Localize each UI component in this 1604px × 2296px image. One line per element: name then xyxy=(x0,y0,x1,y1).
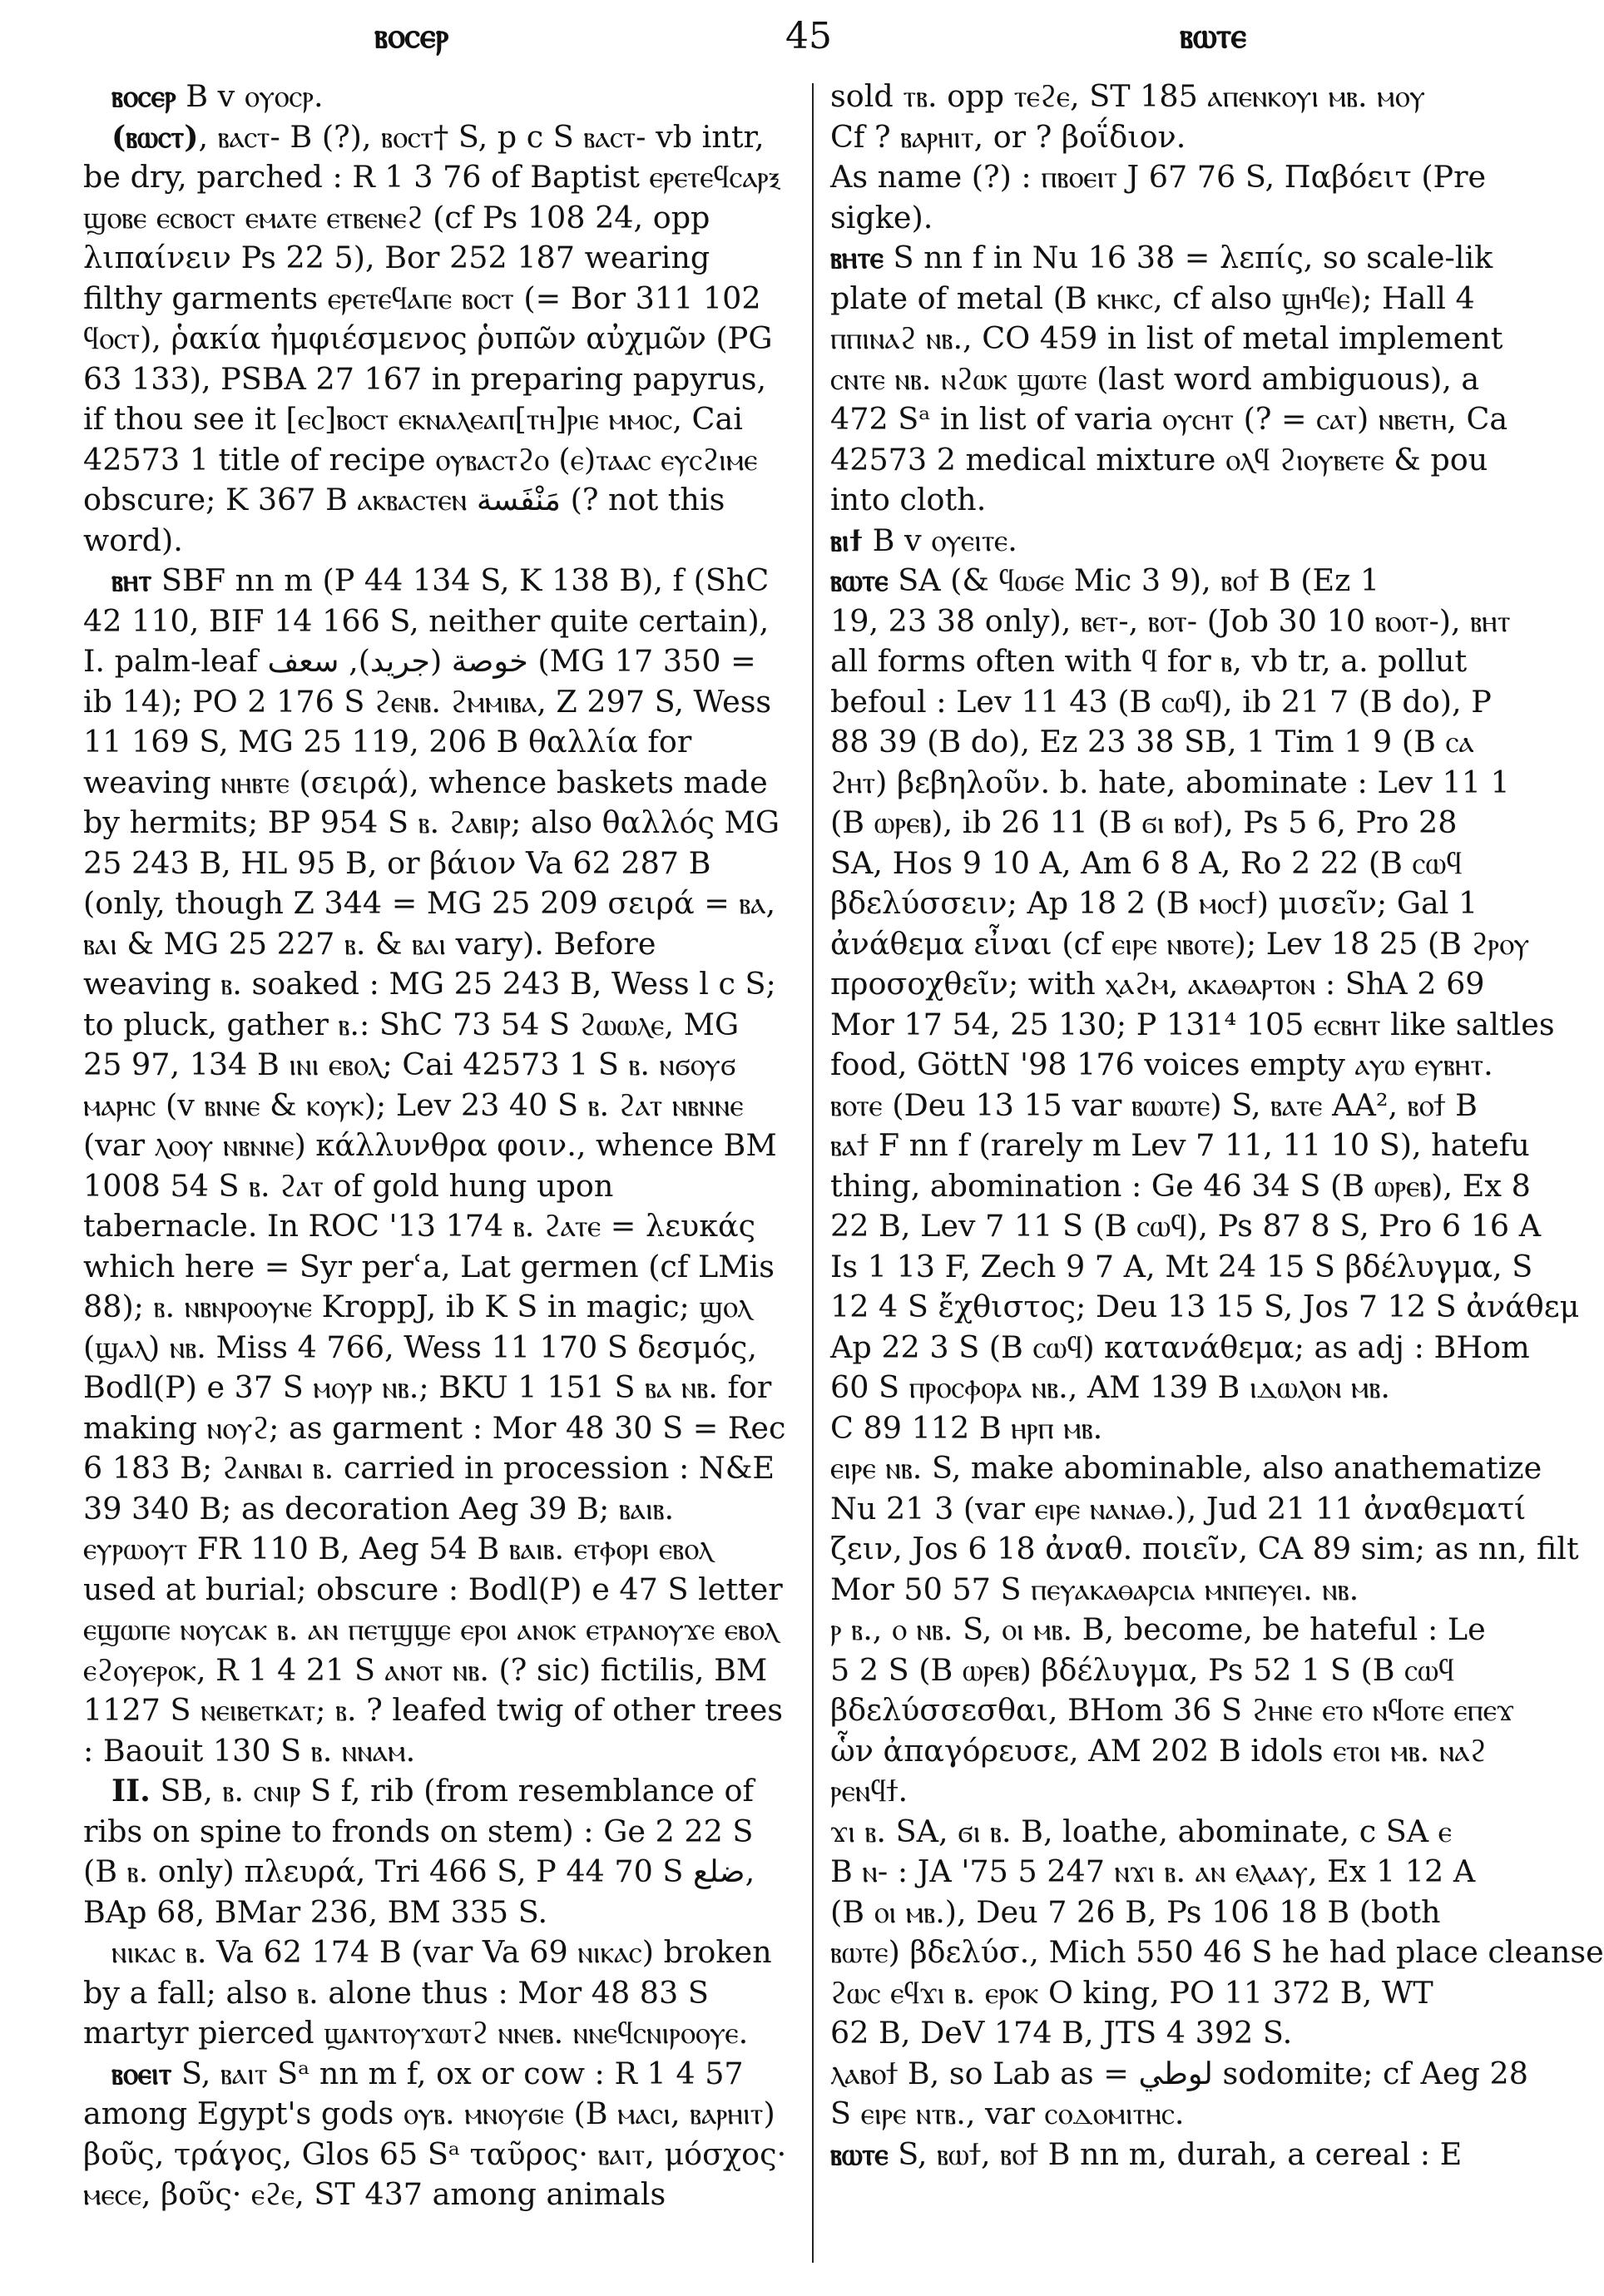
dictionary-entry xyxy=(830,198,1546,239)
entry-text: 88 39 (B do), Ez 23 38 SB, 1 Tim 1 9 (B ⲥⲁ xyxy=(830,724,1474,760)
dictionary-entry xyxy=(83,1932,787,2054)
dictionary-entry xyxy=(83,2054,787,2215)
dictionary-entry xyxy=(830,1973,1546,2014)
entry-text: befoul : Lev 11 43 (B ⲥⲱϥ), ib 21 7 (B do), P xyxy=(830,683,1492,720)
entry-text: S, ⲃⲱϯ, ⲃⲟϯ B nn m, durah, a cereal : E xyxy=(888,2135,1463,2172)
entry-text: 62 B, DeV 174 B, JTS 4 392 S. xyxy=(830,2015,1293,2051)
dictionary-entry xyxy=(830,1812,1546,1853)
entry-text: (B ⲱⲣⲉⲃ), ib 26 11 (B ϭⲓ ⲃⲟϯ), Ps 5 6, Pro 28 xyxy=(830,804,1458,840)
entry-text: food, GöttN '98 176 voices empty ⲁⲩⲱ ⲉⲩⲃⲏⲧ. xyxy=(830,1047,1493,1082)
dictionary-entry xyxy=(830,1126,1546,1166)
entry-text: 5 2 S (B ⲱⲣⲉⲃ) βδέλυγμα, Ps 52 1 S (B ⲥⲱϥ xyxy=(830,1651,1455,1688)
entry-text: 19, 23 38 only), ⲃⲉⲧ-, ⲃⲟⲧ- (Job 30 10 ⲃⲟⲟⲧ-), ⲃⲏⲧ xyxy=(830,602,1511,639)
entry-text: προσοχθεῖν; with ⲭⲁϩⲙ, ⲁⲕⲁⲑⲁⲣⲧⲟⲛ : ShA 2 69 xyxy=(830,966,1485,1002)
entry-text: ⲡⲡⲓⲛⲁϩ ⲛⲃ., CO 459 in list of metal implement xyxy=(830,320,1503,356)
dictionary-entry xyxy=(830,1610,1546,1650)
entry-text: into cloth. xyxy=(830,482,987,517)
dictionary-entry xyxy=(830,964,1546,1005)
dictionary-entry xyxy=(830,2013,1546,2054)
dictionary-entry xyxy=(830,1247,1546,1288)
entry-text: 22 B, Lev 7 11 S (B ⲥⲱϥ), Ps 87 8 S, Pro 6 16 A xyxy=(830,1208,1542,1244)
dictionary-entry xyxy=(830,279,1546,319)
entry-text: SB, ⲃ. ⲥⲛⲓⲣ S f, rib (from resemblance of ribs on spine to fronds on stem) : Ge 2 22 S (B ⲃ. only) πλευρά, Tri 466 S, P 44 70 S ضلع, BAp 68, BMar 236, BM 335 S. xyxy=(83,1773,755,1930)
right-column xyxy=(830,77,1604,2175)
dictionary-entry xyxy=(830,1086,1546,1126)
entry-text: Cf ? ⲃⲁⲣⲏⲓⲧ, or ? βοΐδιον. xyxy=(830,118,1186,155)
dictionary-entry xyxy=(830,722,1546,763)
dictionary-entry xyxy=(830,803,1546,844)
entry-headword: (ⲃⲱⲥⲧ) xyxy=(111,118,199,155)
dictionary-entry xyxy=(830,77,1546,117)
entry-text: 472 Sᵃ in list of varia ⲟⲩⲥⲏⲧ (? = ⲥⲁⲧ) ⲛⲃⲉⲧⲏ, Ca xyxy=(830,401,1508,437)
entry-text: ὧν ἀπαγόρευσε, AM 202 B idols ⲉⲧⲟⲓ ⲙⲃ. ⲛⲁϩ xyxy=(830,1732,1487,1769)
entry-text: ⲛⲓⲕⲁⲥ ⲃ. Va 62 174 B (var Va 69 ⲛⲓⲕⲁⲥ) broken by a fall; also ⲃ. alone thus : Mor 48 83 S martyr pierced ϣⲁⲛⲧⲟⲩϫⲱⲧϩ ⲛⲛⲉⲃ. ⲛⲛⲉϥⲥⲛⲓⲣⲟⲟⲩⲉ. xyxy=(83,1934,772,2051)
entry-text: ζειν, Jos 6 18 ἀναθ. ποιεῖν, CA 89 sim; as nn, filt xyxy=(830,1531,1579,1566)
dictionary-entry xyxy=(830,1206,1546,1247)
entry-headword: ⲃⲟⲥⲉⲣ xyxy=(111,78,176,114)
entry-text: ⲉⲓⲣⲉ ⲛⲃ. S, make abominable, also anathematize xyxy=(830,1450,1542,1486)
dictionary-entry xyxy=(830,440,1546,481)
left-column xyxy=(83,77,787,2215)
entry-text: sigke). xyxy=(830,199,933,235)
dictionary-entry xyxy=(830,117,1546,158)
dictionary-entry xyxy=(830,2135,1546,2175)
entry-headword: ⲃⲏⲧ xyxy=(111,562,152,598)
entry-text: 12 4 S ἔχθιστος; Deu 13 15 S, Jos 7 12 S ἀνάθεμ xyxy=(830,1289,1580,1324)
dictionary-entry xyxy=(83,77,787,117)
dictionary-entry xyxy=(830,1650,1546,1691)
dictionary-entry xyxy=(830,844,1546,884)
entry-text: Mor 17 54, 25 130; P 131⁴ 105 ⲉⲥⲃⲏⲧ like saltles xyxy=(830,1006,1555,1042)
entry-text: Is 1 13 F, Zech 9 7 A, Mt 24 15 S βδέλυγμα, S xyxy=(830,1248,1533,1284)
entry-text: Ap 22 3 S (B ⲥⲱϥ) κατανάθεμα; as adj : BHom xyxy=(830,1329,1530,1365)
dictionary-entry xyxy=(830,561,1546,601)
entry-text: ϫⲓ ⲃ. SA, ϭⲓ ⲃ. B, loathe, abominate, c SA ⲉ xyxy=(830,1813,1452,1849)
dictionary-entry xyxy=(830,157,1546,198)
dictionary-entry xyxy=(830,1166,1546,1207)
dictionary-entry xyxy=(830,1570,1546,1611)
entry-text: (B ⲟⲓ ⲙⲃ.), Deu 7 26 B, Ps 106 18 B (both xyxy=(830,1893,1441,1930)
entry-text: B v ⲟⲩⲉⲓⲧⲉ. xyxy=(863,522,1017,558)
entry-text: ϩⲱⲥ ⲉϥϫⲓ ⲃ. ⲉⲣⲟⲕ O king, PO 11 372 B, WT xyxy=(830,1974,1433,2011)
entry-text: ⲗⲁⲃⲟϯ B, so Lab as = لوطي sodomite; cf Aeg 28 xyxy=(830,2055,1528,2091)
dictionary-entry xyxy=(830,319,1546,359)
entry-text: thing, abomination : Ge 46 34 S (B ⲱⲣⲉⲃ), Ex 8 xyxy=(830,1167,1531,1204)
dictionary-entry xyxy=(830,1932,1604,1973)
entry-text: ⲣⲉⲛϥϯ. xyxy=(830,1773,908,1809)
entry-text: 42573 2 medical mixture ⲟⲗϥ ϩⲓⲟⲩⲃⲉⲧⲉ & pou xyxy=(830,441,1488,478)
dictionary-entry xyxy=(830,2094,1546,2135)
dictionary-entry xyxy=(830,1005,1555,1046)
entry-text: As name (?) : ⲡⲃⲟⲉⲓⲧ J 67 76 S, Παβόειτ (Pre xyxy=(830,159,1487,195)
dictionary-entry xyxy=(830,1731,1546,1772)
entry-text: all forms often with ϥ for ⲃ, vb tr, a. pollut xyxy=(830,643,1468,679)
entry-headword: II. xyxy=(111,1773,151,1809)
dictionary-entry xyxy=(830,238,1546,279)
entry-headword: ⲃⲓϯ xyxy=(830,522,864,558)
dictionary-entry xyxy=(830,480,1546,521)
entry-text: , ⲃⲁⲥⲧ- B (?), ⲃⲟⲥⲧ† S, p c S ⲃⲁⲥⲧ- vb intr, be dry, parched : R 1 3 76 of Baptist ⲉⲣⲉⲧⲉϥⲥⲁⲣⲝ ϣⲟⲃⲉ ⲉⲥⲃⲟⲥⲧ ⲉⲙⲁⲧⲉ ⲉⲧⲃⲉⲛⲉϩ (cf Ps 108 24, opp λιπαίνειν Ps 22 5), Bor 252 187 wearing filthy garments ⲉⲣⲉⲧⲉϥⲁⲡⲉ ⲃⲟⲥⲧ (= Bor 311 102 ϥⲟⲥⲧ), ῥακία ἠμφιέσμενος ῥυπῶν αὐχμῶν (PG 63 133), PSBA 27 167 in preparing papyrus, if thou see it [ⲉⲥ]ⲃⲟⲥⲧ ⲉⲕⲛⲁⲗⲉⲁⲡ[ⲧⲏ]ⲣⲓⲉ ⲙⲙⲟⲥ, Cai 42573 1 title of recipe ⲟⲩⲃⲁⲥⲧϩⲟ (ⲉ)ⲧⲁⲁⲥ ⲉⲩⲥϩⲓⲙⲉ obscure; K 367 B ⲁⲕⲃⲁⲥⲧⲉⲛ مَنْفَسة (? not this word). xyxy=(83,118,780,558)
dictionary-entry xyxy=(830,1408,1546,1449)
entry-text: B v ⲟⲩⲟⲥⲣ. xyxy=(176,78,324,114)
entry-text: ⲣ ⲃ., ⲟ ⲛⲃ. S, ⲟⲓ ⲙⲃ. B, become, be hateful : Le xyxy=(830,1611,1486,1647)
dictionary-entry xyxy=(830,883,1546,924)
dictionary-entry xyxy=(830,399,1546,440)
dictionary-entry xyxy=(830,1045,1546,1086)
dictionary-entry xyxy=(830,1690,1546,1731)
entry-text: Mor 50 57 S ⲡⲉⲩⲁⲕⲁⲑⲁⲣⲥⲓⲁ ⲙⲛⲡⲉⲩⲉⲓ. ⲛⲃ. xyxy=(830,1571,1359,1607)
dictionary-entry xyxy=(830,1328,1546,1368)
entry-text: S nn f in Nu 16 38 = λεπίς, so scale-lik xyxy=(883,240,1493,275)
entry-text: ⲃⲁϯ F nn f (rarely m Lev 7 11, 11 10 S), hatefu xyxy=(830,1127,1530,1163)
entry-headword: ⲃⲱⲧⲉ xyxy=(830,562,889,598)
dictionary-entry xyxy=(830,682,1546,723)
entry-text: ⲃⲟⲧⲉ (Deu 13 15 var ⲃⲱⲱⲧⲉ) S, ⲃⲁⲧⲉ AA², ⲃⲟϯ B xyxy=(830,1086,1478,1123)
entry-text: Nu 21 3 (var ⲉⲓⲣⲉ ⲛⲁⲛⲁⲑ.), Jud 21 11 ἀναθεματί xyxy=(830,1490,1527,1527)
entry-text: ἀνάθεμα εἶναι (cf ⲉⲓⲣⲉ ⲛⲃⲟⲧⲉ); Lev 18 25 (B ϩⲣⲟⲩ xyxy=(830,925,1530,962)
dictionary-entry xyxy=(830,359,1546,400)
dictionary-entry xyxy=(830,1893,1546,1933)
dictionary-entry xyxy=(830,641,1546,682)
dictionary-entry xyxy=(83,561,787,1771)
dictionary-entry xyxy=(830,763,1546,804)
entry-text: ⲃⲱⲧⲉ) βδελύσ., Mich 550 46 S he had place cleanse xyxy=(830,1934,1604,1970)
dictionary-entry xyxy=(830,1529,1579,1570)
dictionary-entry xyxy=(830,1771,1546,1812)
dictionary-entry xyxy=(830,1489,1546,1530)
dictionary-entry xyxy=(830,1368,1546,1408)
entry-text: βδελύσσεσθαι, BHom 36 S ϩⲏⲛⲉ ⲉⲧⲟ ⲛϥⲟⲧⲉ ⲉⲡⲉϫ xyxy=(830,1692,1515,1728)
entry-text: S, ⲃⲁⲓⲧ Sᵃ nn m f, ox or cow : R 1 4 57 among Egypt's gods ⲟⲩⲃ. ⲙⲛⲟⲩϭⲓⲉ (B ⲙⲁⲥⲓ, ⲃⲁⲣⲏⲓⲧ) βοῦς, τράγος, Glos 65 Sᵃ ταῦρος· ⲃⲁⲓⲧ, μόσχος· ⲙⲉⲥⲉ, βοῦς· ⲉϩⲉ, ST 437 among animals xyxy=(83,2055,787,2212)
entry-text: ϩⲏⲧ) βεβηλοῦν. b. hate, abominate : Lev 11 1 xyxy=(830,764,1510,800)
running-head-left: ⲃⲟⲥⲉⲣ xyxy=(374,15,449,56)
entry-text: sold ⲧⲃ. opp ⲧⲉϩⲉ, ST 185 ⲁⲡⲉⲛⲕⲟⲩⲓ ⲙⲃ. ⲙⲟⲩ xyxy=(830,78,1425,114)
entry-text: SA (& ϥⲱϭⲉ Mic 3 9), ⲃⲟϯ B (Ez 1 xyxy=(888,562,1380,598)
entry-headword: ⲃⲱⲧⲉ xyxy=(830,2135,889,2172)
dictionary-entry xyxy=(830,1852,1546,1893)
entry-text: SA, Hos 9 10 A, Am 6 8 A, Ro 2 22 (B ⲥⲱϥ xyxy=(830,844,1463,881)
column-divider xyxy=(812,83,814,2263)
entry-text: 60 S ⲡⲣⲟⲥⲫⲟⲣⲁ ⲛⲃ., AM 139 B ⲓⲇⲱⲗⲟⲛ ⲙⲃ. xyxy=(830,1369,1391,1405)
entry-text: B ⲛ- : JA '75 5 247 ⲛϫⲓ ⲃ. ⲁⲛ ⲉⲗⲁⲁⲩ, Ex 1 12 A xyxy=(830,1853,1476,1889)
dictionary-entry xyxy=(830,2054,1546,2095)
dictionary-entry xyxy=(830,1287,1580,1328)
entry-text: C 89 112 B ⲏⲣⲡ ⲙⲃ. xyxy=(830,1409,1103,1446)
entry-headword: ⲃⲏⲧⲉ xyxy=(830,240,884,275)
entry-text: plate of metal (B ⲕⲏⲕⲥ, cf also ϣⲏϥⲉ); Hall 4 xyxy=(830,280,1475,316)
entry-text: ⲥⲛⲧⲉ ⲛⲃ. ⲛϩⲱⲕ ϣⲱⲧⲉ (last word ambiguous), a xyxy=(830,360,1480,397)
dictionary-entry xyxy=(830,1448,1546,1489)
entry-text: SBF nn m (P 44 134 S, K 138 B), f (ShC 42 110, BIF 14 166 S, neither quite certain), I. palm-leaf خوصة (جريد), سعف (MG 17 350 = ib 14); PO 2 176 S ϩⲉⲛⲃ. ϩⲙⲙⲓⲃⲁ, Z 297 S, Wess 11 169 S, MG 25 119, 206 B θαλλία for weaving ⲛⲏⲃⲧⲉ (σειρά), whence baskets made by hermits; BP 954 S ⲃ. ϩⲁⲃⲓⲣ; also θαλλός MG 25 243 B, HL 95 B, or βάιον Va 62 287 B (only, though Z 344 = MG 25 209 σειρά = ⲃⲁ, ⲃⲁⲓ & MG 25 227 ⲃ. & ⲃⲁⲓ vary). Before weaving ⲃ. soaked : MG 25 243 B, Wess l c S; to pluck, gather ⲃ.: ShC 73 54 S ϩⲱⲱⲗⲉ, MG 25 97, 134 B ⲓⲛⲓ ⲉⲃⲟⲗ; Cai 42573 1 S ⲃ. ⲛϭⲟⲩϭ ⲙⲁⲣⲏⲥ (v ⲃⲛⲛⲉ & ⲕⲟⲩⲕ); Lev 23 40 S ⲃ. ϩⲁⲧ ⲛⲃⲛⲛⲉ (var ⲗⲟⲟⲩ ⲛⲃⲛⲛⲉ) κάλλυνθρα φοιν., whence BM 1008 54 S ⲃ. ϩⲁⲧ of gold hung upon tabernacle. In ROC '13 174 ⲃ. ϩⲁⲧⲉ = λευκάς which here = Syr perʿa, Lat germen (cf LMis 88); ⲃ. ⲛⲃⲛⲣⲟⲟⲩⲛⲉ KroppJ, ib K S in magic; ϣⲟⲗ (ϣⲁⲗ) ⲛⲃ. Miss 4 766, Wess 11 170 S δεσμός, Bodl(P) e 37 S ⲙⲟⲩⲣ ⲛⲃ.; BKU 1 151 S ⲃⲁ ⲛⲃ. for making ⲛⲟⲩϩ; as garment : Mor 48 30 S = Rec 6 183 B; ϩⲁⲛⲃⲁⲓ ⲃ. carried in procession : N&E 39 340 B; as decoration Aeg 39 B; ⲃⲁⲓⲃ. ⲉⲩⲣⲱⲟⲩⲧ FR 110 B, Aeg 54 B ⲃⲁⲓⲃ. ⲉⲧⲫⲟⲣⲓ ⲉⲃⲟⲗ used at burial; obscure : Bodl(P) e 47 S letter ⲉϣⲱⲡⲉ ⲛⲟⲩⲥⲁⲕ ⲃ. ⲁⲛ ⲡⲉⲧϣϣⲉ ⲉⲣⲟⲓ ⲁⲛⲟⲕ ⲉⲧⲣⲁⲛⲟⲩϫⲉ ⲉⲃⲟⲗ ⲉϩⲟⲩⲉⲣⲟⲕ, R 1 4 21 S ⲁⲛⲟⲧ ⲛⲃ. (? sic) fictilis, BM 1127 S ⲛⲉⲓⲃⲉⲧⲕⲁⲧ; ⲃ. ? leafed twig of other trees : Baouit 130 S ⲃ. ⲛⲛⲁⲙ. xyxy=(83,562,786,1769)
dictionary-entry xyxy=(830,924,1546,965)
page-number: 45 xyxy=(785,15,832,57)
dictionary-entry xyxy=(83,117,787,562)
dictionary-entry xyxy=(830,521,1546,562)
running-head-right: ⲃⲱⲧⲉ xyxy=(1180,15,1247,56)
entry-text: S ⲉⲓⲣⲉ ⲛⲧⲃ., var ⲥⲟⲇⲟⲙⲓⲧⲏⲥ. xyxy=(830,2096,1185,2131)
entry-text: βδελύσσειν; Ap 18 2 (B ⲙⲟⲥϯ) μισεῖν; Gal 1 xyxy=(830,885,1478,921)
dictionary-entry xyxy=(830,601,1546,642)
dictionary-entry xyxy=(83,1771,787,1932)
entry-headword: ⲃⲟⲉⲓⲧ xyxy=(111,2055,172,2091)
